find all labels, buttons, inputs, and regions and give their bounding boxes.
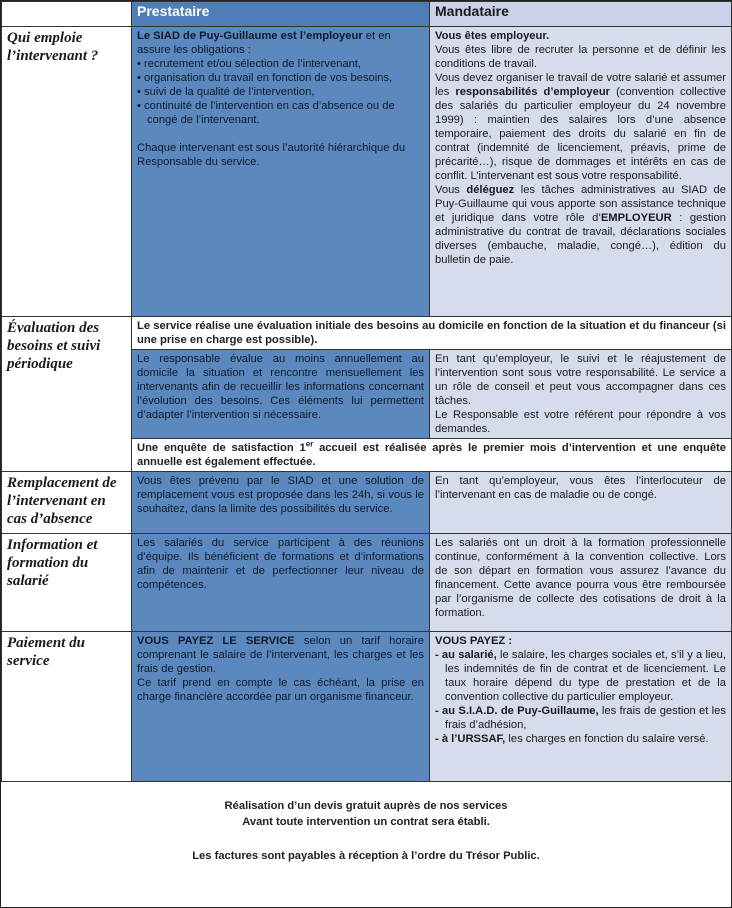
cell-mandataire-employer [430,27,732,317]
mand-evaluation-p2: Le Responsable est votre référent pour répondre à vos demandes. [435,409,726,435]
cell-prestataire-evaluation: Le responsable évalue au moins annuellement au domicile la situation et rencontre mensuellement les intervenants afin de recueillir les informations concernant l’évolution des besoins. Ces éléments lui permettent d’adapter l’intervention si nécessaire. [132,350,430,439]
cell-prestataire-training: Les salariés du service participent à des réunions d’équipe. Ils bénéficient de formations et d’informations afin de maintenir et de perfectionner leur niveau de compétences. [132,534,430,632]
cell-evaluation-satisfaction: Une enquête de satisfaction 1er accueil est réalisée après le premier mois d’intervention et une enquête annuelle est également effectuée. [132,439,732,472]
header-blank [2,2,132,27]
row-label-employer: Qui emploie l’intervenant ? [2,27,132,317]
list-item: • organisation du travail en fonction de vos besoins, [137,72,393,84]
header-mandataire: Mandataire [430,2,732,27]
mand-payment-list [435,648,726,746]
cell-mandataire-evaluation [430,350,732,439]
cell-mandataire-replacement: En tant qu’employeur, vous êtes l’interlocuteur de l’intervenant en cas de maladie ou de congé. [430,472,732,534]
header-prestataire: Prestataire [132,2,430,27]
row-label-evaluation: Évaluation des besoins et suivi périodique [2,317,132,472]
footer-line-contract: Avant toute intervention un contrat sera établi. [242,816,490,828]
list-item: - au S.I.A.D. de Puy-Guillaume, les frais de gestion et les frais d’adhésion, [435,705,726,731]
row-payment [2,632,732,782]
list-item: - au salarié, le salaire, les charges sociales et, s’il y a lieu, les indemnités de fin de contrat et de licenciement. Le taux horaire dépend du type de prestation et de la convention collective du particulier employeur. [435,649,726,703]
list-item: • suivi de la qualité de l’intervention, [137,86,315,98]
mand-employer-p1: Vous êtes libre de recruter la personne et de définir les conditions de travail. [435,44,726,70]
prest-employer-bold: Le SIAD de Puy-Guillaume est l’employeur [137,30,363,42]
row-label-payment: Paiement du service [2,632,132,782]
mand-employer-p3: Vous déléguez les tâches administratives au SIAD de Puy-Guillaume qui vous apporte son assistance technique et juridique dans votre rôle d’EMPLOYEUR : gestion administrative du contrat de travail, déclarations sociales diverses (embauche, maladie, congé…), édition du bulletin de paie. [435,184,726,266]
mand-payment-title: VOUS PAYEZ : [435,635,513,647]
footer-line-quote: Réalisation d’un devis gratuit auprès de nos services [224,800,508,812]
list-item: • recrutement et/ou sélection de l’intervenant, [137,58,362,70]
list-item: • continuité de l’intervention en cas d’absence ou de congé de l’intervenant. [137,100,395,126]
cell-prestataire-payment [132,632,430,782]
mand-evaluation-p1: En tant qu’employeur, le suivi et le réajustement de l’intervention sont sous votre responsabilité. Le service a un rôle de conseil et peut vous accompagner dans ces tâches. [435,353,726,407]
row-training [2,534,732,632]
header-row [2,2,732,27]
row-label-replacement: Remplacement de l’intervenant en cas d’absence [2,472,132,534]
row-employer [2,27,732,317]
footer-notes [1,782,731,864]
cell-prestataire-employer [132,27,430,317]
comparison-table [1,1,732,782]
prest-payment-p2: Ce tarif prend en compte le cas échéant, la prise en charge financière accordée par un organisme financeur. [137,677,424,703]
cell-prestataire-replacement: Vous êtes prévenu par le SIAD et une solution de remplacement vous est proposée dans les 24h, si vous le souhaitez, dans la limite des possibilités du service. [132,472,430,534]
prest-employer-intro: et en assure les obligations : [137,30,391,56]
mand-employer-title: Vous êtes employeur. [435,30,550,42]
footer-line-invoices: Les factures sont payables à réception à l’ordre du Trésor Public. [192,850,540,862]
row-evaluation-full1 [2,317,732,350]
cell-mandataire-training: Les salariés ont un droit à la formation professionnelle continue, conformément à la convention collective. Lors de son départ en formation vous assurez l’avance du financement. Cette avance pourra vous être remboursée par l’organisme de collecte des cotisations de droit à la formation. [430,534,732,632]
prest-payment-p1: VOUS PAYEZ LE SERVICE selon un tarif horaire comprenant le salaire de l’intervenant, les charges et les frais de gestion. [137,635,424,675]
list-item: - à l’URSSAF, les charges en fonction du salaire versé. [435,733,709,745]
prest-employer-note: Chaque intervenant est sous l’autorité hiérarchique du Responsable du service. [137,142,406,168]
prest-obligations-list [137,57,424,127]
mand-employer-p2: Vous devez organiser le travail de votre salarié et assumer les responsabilités d’employeur (convention collective des salariés du particulier employeur du 24 novembre 1999) : maintien des salaires lors d’une absence temporaire, paiement des droits du salarié en fin de contrat (indemnité de licenciement, préavis, prime de précarité…), risque de dommages et intérêts en cas de conflit. L’intervenant est sous votre responsabilité. [435,72,726,182]
cell-mandataire-payment [430,632,732,782]
row-replacement [2,472,732,534]
row-label-training: Information et formation du salarié [2,534,132,632]
cell-evaluation-initial: Le service réalise une évaluation initiale des besoins au domicile en fonction de la situation et du financeur (si une prise en charge est possible). [132,317,732,350]
